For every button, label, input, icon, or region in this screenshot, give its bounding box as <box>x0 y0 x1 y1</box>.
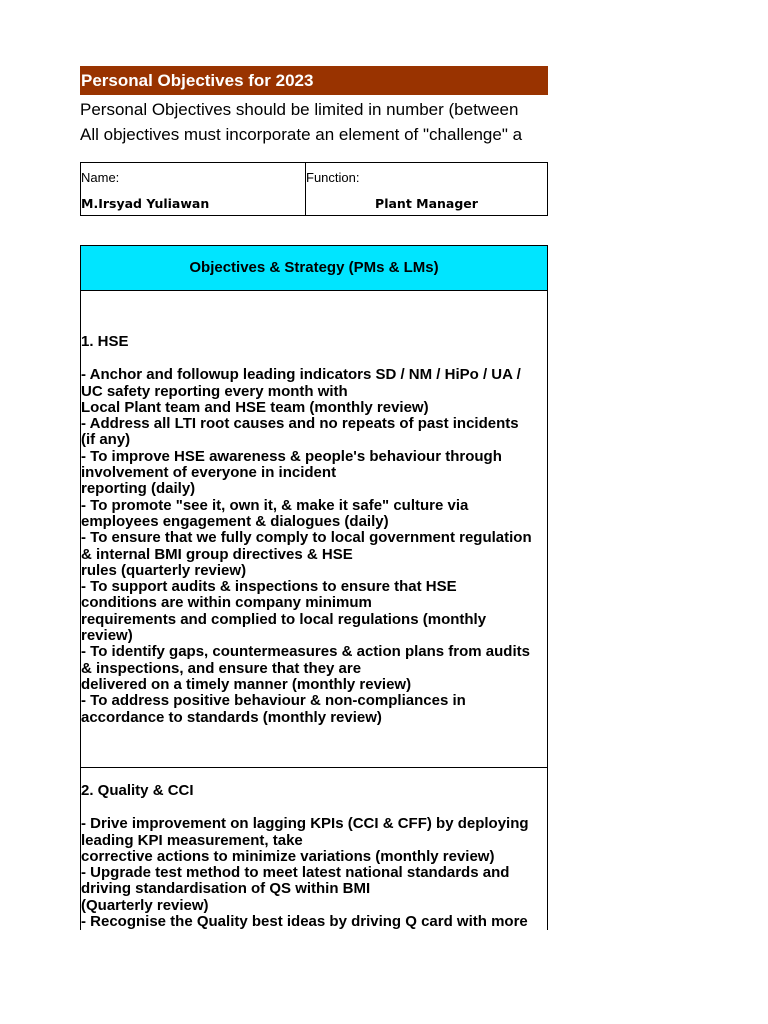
spreadsheet-page <box>80 66 548 936</box>
objective-line: review) <box>81 627 133 645</box>
objective-line: delivered on a timely manner (monthly review) <box>81 675 412 693</box>
objective-line: UC safety reporting every month with <box>81 382 348 400</box>
objective-line: - Upgrade test method to meet latest national standards and <box>81 864 510 882</box>
employee-info-table <box>80 162 548 216</box>
name-value: M.Irsyad Yuliawan <box>81 196 210 211</box>
objective-section-quality[interactable] <box>81 768 547 930</box>
objective-section-hse[interactable] <box>81 291 547 768</box>
objective-line: - Address all LTI root causes and no repeats of past incidents <box>81 415 519 433</box>
section-title: 1. HSE <box>81 333 129 350</box>
objective-line: leading KPI measurement, take <box>81 831 303 849</box>
name-label: Name: <box>81 170 120 185</box>
objective-line: - To address positive behaviour & non-compliances in <box>81 692 466 710</box>
page-title: Personal Objectives for 2023 <box>80 66 548 95</box>
objective-line: - To promote "see it, own it, & make it safe" culture via <box>81 496 469 514</box>
function-label: Function: <box>306 170 360 185</box>
objective-line: (Quarterly review) <box>81 896 209 914</box>
objective-line: - Anchor and followup leading indicators SD / NM / HiPo / UA / <box>81 366 521 384</box>
objective-line: - Drive improvement on lagging KPIs (CCI & CFF) by deploying <box>81 815 529 833</box>
objective-line: corrective actions to minimize variations (monthly review) <box>81 847 495 865</box>
objectives-table <box>80 245 548 930</box>
objective-line: & inspections, and ensure that they are <box>81 659 362 677</box>
function-cell[interactable] <box>306 163 547 215</box>
objective-line: - To support audits & inspections to ensure that HSE <box>81 578 457 596</box>
section-body <box>81 816 547 930</box>
objective-line: - Recognise the Quality best ideas by driving Q card with more <box>81 913 528 931</box>
name-cell[interactable] <box>81 163 306 215</box>
section-body <box>81 367 547 726</box>
objective-line: involvement of everyone in incident <box>81 464 337 482</box>
objective-line: requirements and complied to local regulations (monthly <box>81 610 487 628</box>
objective-line: conditions are within company minimum <box>81 594 372 612</box>
objective-line: (if any) <box>81 431 131 449</box>
objective-line: & internal BMI group directives & HSE <box>81 545 353 563</box>
function-value: Plant Manager <box>375 196 478 211</box>
objective-line: - To improve HSE awareness & people's behaviour through <box>81 447 502 465</box>
objective-line: - To ensure that we fully comply to local government regulation <box>81 529 532 547</box>
objective-line: reporting (daily) <box>81 480 196 498</box>
objective-line: accordance to standards (monthly review) <box>81 708 382 726</box>
intro-text <box>80 97 548 147</box>
objective-line: - To identify gaps, countermeasures & action plans from audits <box>81 643 530 661</box>
objective-line: Local Plant team and HSE team (monthly review) <box>81 398 429 416</box>
section-title: 2. Quality & CCI <box>81 782 194 799</box>
objective-line: employees engagement & dialogues (daily) <box>81 512 389 530</box>
objective-line: rules (quarterly review) <box>81 561 247 579</box>
intro-line: All objectives must incorporate an element of "challenge" a <box>80 125 523 144</box>
intro-line: Personal Objectives should be limited in number (between <box>80 100 519 119</box>
objective-line: driving standardisation of QS within BMI <box>81 880 371 898</box>
objectives-header: Objectives & Strategy (PMs & LMs) <box>81 246 547 291</box>
